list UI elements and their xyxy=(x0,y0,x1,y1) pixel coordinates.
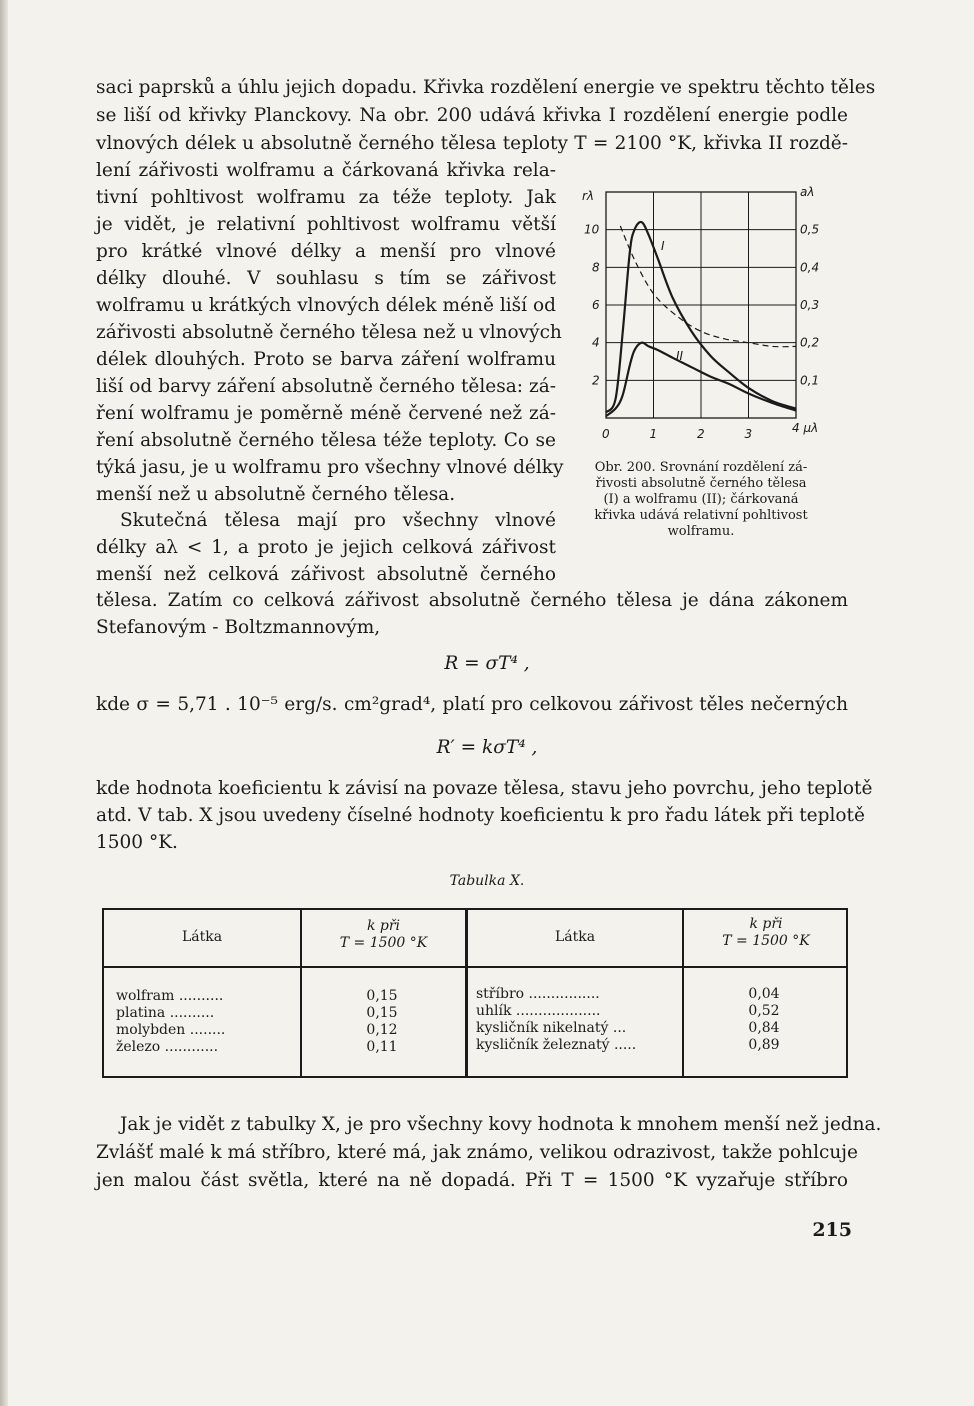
body-line: vlnových délek u absolutně černého tělesa teploty T = 2100 °K, křivka II rozdě- xyxy=(96,133,848,154)
body-line: kde hodnota koeficientu k závisí na povaze tělesa, stavu jeho povrchu, jeho teplotě xyxy=(96,778,873,799)
body-line: tělesa. Zatím co celková zářivost absolutně černého tělesa je dána zákonem xyxy=(96,590,848,611)
body-line: 1500 °K. xyxy=(96,832,178,853)
table-header-rule xyxy=(104,966,846,968)
x-tick-label: 2 xyxy=(697,427,705,441)
y-left-tick-label: 10 xyxy=(584,222,600,237)
table-cell-substance: železo ............ xyxy=(116,1039,219,1055)
body-line: Stefanovým - Boltzmannovým, xyxy=(96,617,381,638)
table-header-k-temp: T = 1500 °K xyxy=(722,933,810,949)
body-line: wolframu u krátkých vlnových délek méně liší od xyxy=(96,295,556,316)
table-header-k-temp: T = 1500 °K xyxy=(339,935,428,951)
x-unit-label: 4 μλ xyxy=(792,421,819,435)
body-line: délek dlouhých. Proto se barva záření wolframu xyxy=(96,349,556,370)
body-line: délky aλ < 1, a proto je jejich celková zářivost xyxy=(96,537,556,558)
table-cell-substance: molybden ........ xyxy=(116,1022,226,1038)
formula-nonblack: R′ = kσT⁴ , xyxy=(436,737,538,758)
body-line: Skutečná tělesa mají pro všechny vlnové xyxy=(120,510,556,531)
body-line: ření wolframu je poměrně méně červené než zá- xyxy=(96,403,556,424)
body-line: liší od barvy záření absolutně černého tělesa: zá- xyxy=(96,376,556,397)
x-tick-label: 3 xyxy=(744,427,753,441)
table-cell-k: 0,15 xyxy=(366,1005,398,1021)
table-cell-k: 0,11 xyxy=(366,1039,398,1055)
table-cell-substance: platina .......... xyxy=(116,1005,215,1021)
table-x xyxy=(102,908,848,1078)
body-line: menší než celková zářivost absolutně černého xyxy=(96,564,556,585)
x-tick-label: 0 xyxy=(602,427,610,441)
figure-caption-line: wolframu. xyxy=(667,524,735,539)
body-line: se liší od křivky Planckovy. Na obr. 200 udává křivka I rozdělení energie podle xyxy=(96,105,848,126)
table-cell-k: 0,89 xyxy=(748,1037,780,1053)
table-title: Tabulka X. xyxy=(449,873,525,889)
table-cell-substance: kysličník nikelnatý ... xyxy=(476,1020,627,1036)
table-header-k: k při xyxy=(366,918,401,934)
curve-II-label: II xyxy=(676,349,684,363)
y-right-tick-label: 0,2 xyxy=(800,335,820,350)
x-tick-label: 1 xyxy=(649,427,658,441)
y-left-tick-label: 4 xyxy=(592,335,600,350)
table-cell-substance: uhlík ................... xyxy=(476,1003,601,1019)
table-cell-k: 0,15 xyxy=(366,988,398,1004)
figure-caption-line: řivosti absolutně černého tělesa xyxy=(595,476,807,491)
curve-I-label: I xyxy=(661,239,665,253)
body-line: saci paprsků a úhlu jejich dopadu. Křivka rozdělení energie ve spektru těchto těles xyxy=(96,77,876,98)
table-cell-k: 0,84 xyxy=(748,1020,780,1036)
y-left-axis-label: rλ xyxy=(582,189,595,203)
table-cell-substance: wolfram .......... xyxy=(116,988,224,1004)
table-cell-substance: kysličník železnatý ..... xyxy=(476,1037,637,1053)
y-right-tick-label: 0,1 xyxy=(800,373,820,388)
y-left-tick-label: 6 xyxy=(592,298,600,312)
table-cell-k: 0,52 xyxy=(748,1003,780,1019)
table-cell-substance: stříbro ................ xyxy=(476,986,600,1002)
body-line: kde σ = 5,71 . 10⁻⁵ erg/s. cm²grad⁴, platí pro celkovou zářivost těles nečerných xyxy=(96,694,848,715)
figure-200-chart xyxy=(576,182,846,444)
body-line: atd. V tab. X jsou uvedeny číselné hodnoty koeficientu k pro řadu látek při teplotě xyxy=(96,805,865,826)
y-right-tick-label: 0,3 xyxy=(800,298,820,312)
figure-caption-line: křivka udává relativní pohltivost xyxy=(594,508,808,523)
figure-caption-line: (I) a wolframu (II); čárkovaná xyxy=(603,492,799,507)
y-right-tick-label: 0,5 xyxy=(800,222,820,237)
series-line-absorptivity xyxy=(620,226,796,347)
body-line: délky dlouhé. V souhlasu s tím se zářivost xyxy=(96,268,556,289)
page-edge-shadow xyxy=(0,0,8,1406)
y-right-axis-label: aλ xyxy=(800,185,815,199)
table-header-k: k při xyxy=(749,916,783,932)
body-line: pro krátké vlnové délky a menší pro vlnové xyxy=(96,241,556,262)
body-line: je vidět, je relativní pohltivost wolframu větší xyxy=(96,214,556,235)
y-left-tick-label: 2 xyxy=(592,373,600,388)
table-header-latka: Látka xyxy=(181,929,223,945)
body-line: menší než u absolutně černého tělesa. xyxy=(96,484,456,505)
formula-stefan-boltzmann: R = σT⁴ , xyxy=(444,653,530,674)
y-left-tick-label: 8 xyxy=(592,260,600,275)
table-cell-k: 0,12 xyxy=(366,1022,398,1038)
body-line: tivní pohltivost wolframu za téže teploty. Jak xyxy=(96,187,556,208)
figure-caption-line: Obr. 200. Srovnání rozdělení zá- xyxy=(594,460,808,475)
body-line: týká jasu, je u wolframu pro všechny vlnové délky xyxy=(96,457,564,478)
body-line: ření absolutně černého tělesa téže teploty. Co se xyxy=(96,430,556,451)
body-line: jen malou část světla, které na ně dopadá. Při T = 1500 °K vyzařuje stříbro xyxy=(96,1170,848,1191)
table-cell-k: 0,04 xyxy=(748,986,780,1002)
body-line: Zvlášť malé k má stříbro, které má, jak známo, velikou odrazivost, takže pohlcuje xyxy=(96,1142,858,1163)
table-header-latka: Látka xyxy=(554,929,596,945)
y-right-tick-label: 0,4 xyxy=(800,260,820,275)
body-line: Jak je vidět z tabulky X, je pro všechny kovy hodnota k mnohem menší než jedna. xyxy=(120,1114,882,1135)
body-line: lení zářivosti wolframu a čárkovaná křivka rela- xyxy=(96,160,556,181)
page-number: 215 xyxy=(812,1219,852,1241)
body-line: zářivosti absolutně černého tělesa než u vlnových xyxy=(96,322,562,343)
